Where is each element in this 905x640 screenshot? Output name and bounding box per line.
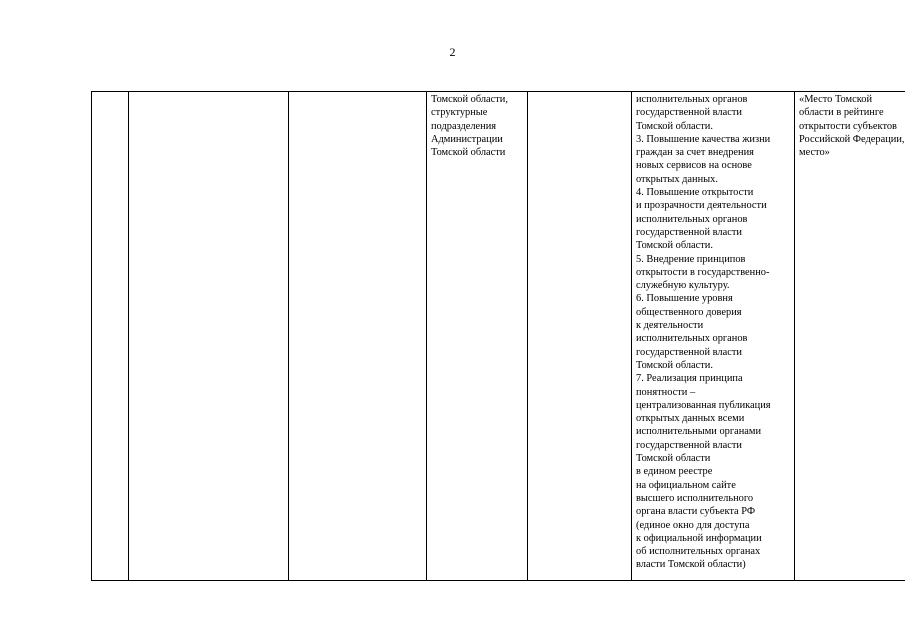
cell-text-line: исполнительными органами [636,426,762,438]
page-number: 2 [449,45,456,59]
cell-text-line: 3. Повышение качества жизни [636,133,771,145]
cell-text-line: структурные [431,107,488,119]
cell-text-line: понятности – [636,386,696,398]
cell-text-line: Российской Федерации, [799,133,905,145]
cell-text-line: высшего исполнительного [636,492,754,504]
cell-text-line: 7. Реализация принципа [636,373,743,385]
cell-text-line: государственной власти [636,346,742,358]
cell-text-line: «Место Томской [799,94,873,105]
cell-text-line: об исполнительных органах [636,546,761,558]
cell-col1 [92,92,129,581]
cell-col7 [795,92,905,581]
cell-text-line: к официальной информации [636,532,762,544]
cell-col5 [528,92,632,581]
cell-text-line: открытых данных всеми [636,413,745,425]
cell-text-line: органа власти субъекта РФ [636,506,756,518]
cell-text-line: служебную культуру. [636,280,730,292]
cell-col4 [427,92,528,581]
cell-text-line: государственной власти [636,107,742,119]
cell-col6 [632,92,795,581]
cell-text-line: Томской области [431,147,506,159]
cell-text-line: 6. Повышение уровня [636,293,733,305]
table-row [92,92,905,581]
cell-text-line: Томской области. [636,240,713,252]
cell-text-line: исполнительных органов [636,213,748,225]
cell-text-line: власти Томской области) [636,559,746,571]
cell-text-line: исполнительных органов [636,333,748,345]
cell-text-line: в едином реестре [636,466,713,478]
cell-text-line: подразделения [431,120,497,132]
cell-text-line: Томской области, [431,94,508,105]
cell-text-line: Администрации [431,133,503,145]
cell-text-line: место» [799,147,830,159]
cell-text-line: и прозрачности деятельности [636,200,767,212]
cell-text-line: исполнительных органов [636,94,748,105]
cell-col2 [129,92,289,581]
cell-text-line: открытости в государственно- [636,266,770,278]
cell-text-line: Томской области. [636,359,713,371]
cell-text-line: общественного доверия [636,306,742,318]
cell-text-line: области в рейтинге [799,107,884,119]
cell-text-line: открытости субъектов [799,120,897,132]
cell-text-line: на официальном сайте [636,479,736,491]
cell-text-line: новых сервисов на основе [636,160,752,172]
cell-text-line: (единое окно для доступа [636,519,750,531]
cell-text-line: 5. Внедрение принципов [636,253,746,265]
cell-text-line: централизованная публикация [636,399,771,411]
cell-text-line: государственной власти [636,439,742,451]
cell-text-line: Томской области. [636,120,713,132]
cell-text-line: открытых данных. [636,173,718,185]
cell-text-line: Томской области [636,453,711,465]
cell-text-line: граждан за счет внедрения [636,147,754,159]
cell-col3 [289,92,427,581]
cell-text-line: государственной власти [636,226,742,238]
document-table [91,91,905,581]
cell-text-line: к деятельности [636,320,704,332]
cell-text-line: 4. Повышение открытости [636,187,754,199]
